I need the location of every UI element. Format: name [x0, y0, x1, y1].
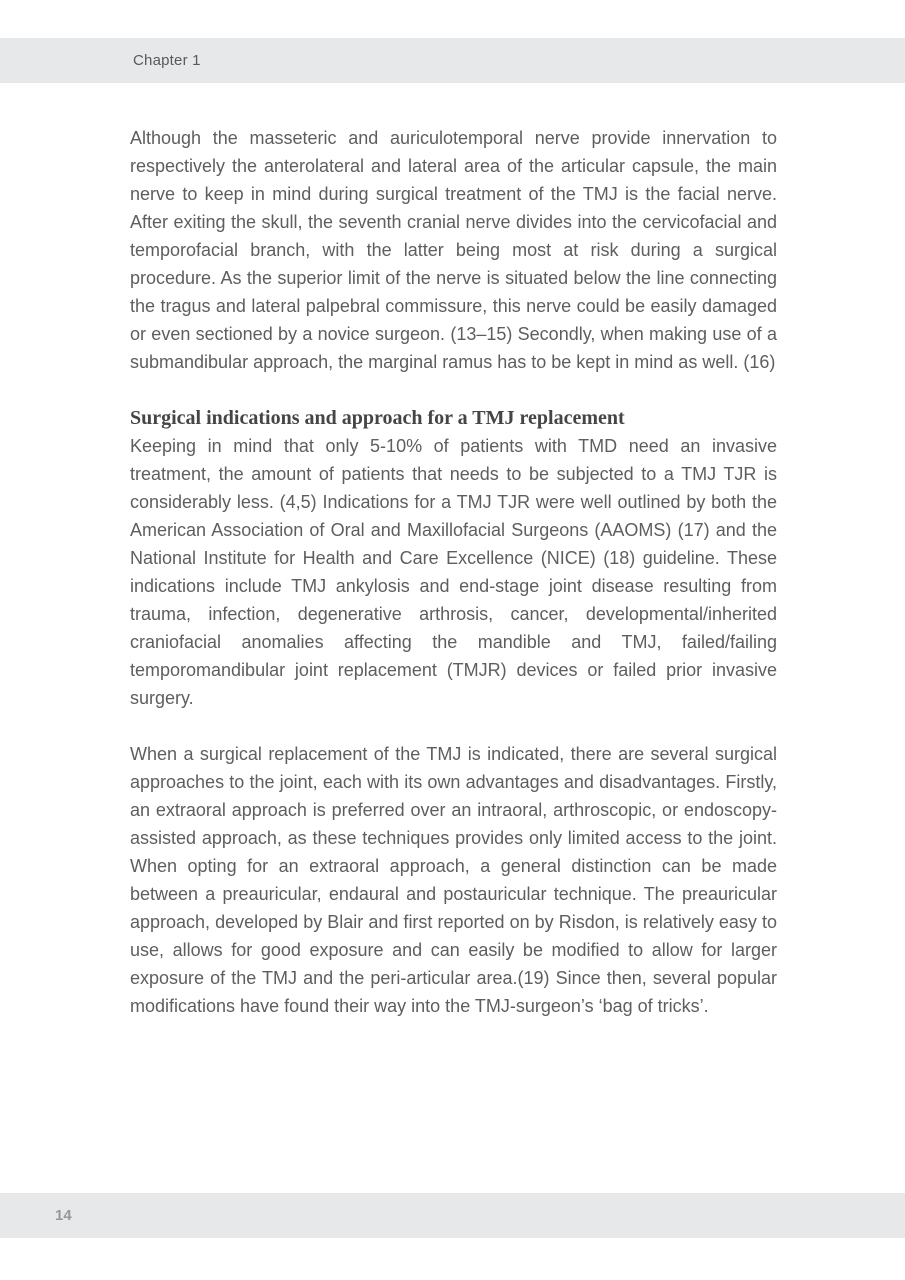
- page-number: 14: [55, 1207, 72, 1224]
- body-paragraph-3: When a surgical replacement of the TMJ is indicated, there are several surgical approaches to the joint, each with its own advantages and disadvantages. Firstly, an extraoral approach is preferred over an intraoral, arthroscopic, or endoscopy-assisted approach, as these techniques provides only limited access to the joint. When opting for an extraoral approach, a general distinction can be made between a preauricular, endaural and postauricular technique. The preauricular approach, developed by Blair and first reported on by Risdon, is relatively easy to use, allows for good exposure and can easily be modified to allow for larger exposure of the TMJ and the peri-articular area.(19) Since then, several popular modifications have found their way into the TMJ-surgeon’s ‘bag of tricks’.: [130, 744, 777, 1016]
- body-paragraph-1: Although the masseteric and auriculotemporal nerve provide innervation to respectively the anterolateral and lateral area of the articular capsule, the main nerve to keep in mind during surgical treatment of the TMJ is the facial nerve. After exiting the skull, the seventh cranial nerve divides into the cervicofacial and temporofacial branch, with the latter being most at risk during a surgical procedure. As the superior limit of the nerve is situated below the line connecting the tragus and lateral palpebral commissure, this nerve could be easily damaged or even sectioned by a novice surgeon. (13–15) Secondly, when making use of a submandibular approach, the marginal ramus has to be kept in mind as well. (16): [130, 128, 777, 372]
- footer-bar: [0, 1193, 905, 1238]
- section-heading: Surgical indications and approach for a TMJ replacement: [130, 407, 625, 429]
- chapter-header-bar: [0, 38, 905, 83]
- page-body: [130, 124, 777, 1020]
- body-paragraph-2: Keeping in mind that only 5-10% of patients with TMD need an invasive treatment, the amount of patients that needs to be subjected to a TMJ TJR is considerably less. (4,5) Indications for a TMJ TJR were well outlined by both the American Association of Oral and Maxillofacial Surgeons (AAOMS) (17) and the National Institute for Health and Care Excellence (NICE) (18) guideline. These indications include TMJ ankylosis and end-stage joint disease resulting from trauma, infection, degenerative arthrosis, cancer, developmental/inherited craniofacial anomalies affecting the mandible and TMJ, failed/failing temporomandibular joint replacement (TMJR) devices or failed prior invasive surgery.: [130, 436, 777, 708]
- chapter-label: Chapter 1: [133, 52, 201, 69]
